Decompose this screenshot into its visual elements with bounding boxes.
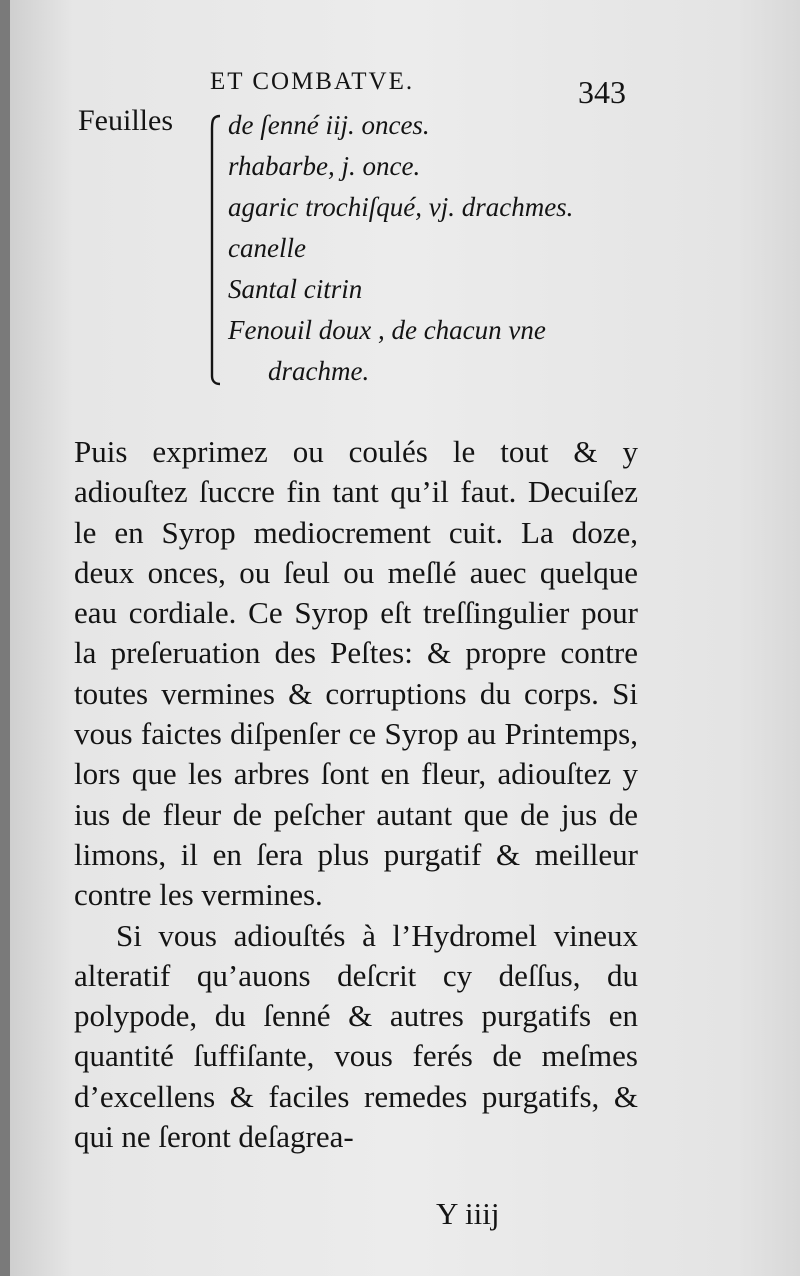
paragraph: Si vous adiouſtés à l’Hydromel vineux alteratif qu’auons deſcrit cy deſſus, du polypode, du ſenné & autres purgatifs en quantité ſuffiſante, vous ferés de meſmes d’excellens & faciles remedes purgatifs, & qui ne ſeront deſagrea- [74, 917, 638, 1155]
running-title: ET COMBATVE. [210, 68, 415, 95]
ingredient-item: drachme. [268, 356, 370, 386]
ingredient-item: canelle [228, 233, 306, 263]
paragraph: Puis exprimez ou coulés le tout & y adiouſtez ſuccre fin tant qu’il faut. Decuiſez le en Syrop mediocrement cuit. La doze, deux onces, ou ſeul ou meſlé auec quelque eau cordiale. Ce Syrop eſt treſſingulier pour la preſeruation des Peſtes: & propre contre toutes vermines & corruptions du corps. Si vous faictes diſpenſer ce Syrop au Printemps, lors que les arbres ſont en fleur, adiouſtez y ius de fleur de peſcher autant que de jus de limons, il en ſera plus purgatif & meilleur contre les vermines. [74, 434, 638, 913]
body-text [74, 432, 638, 1157]
ingredient-item: Santal citrin [228, 274, 363, 304]
ingredient-item: de ſenné iij. onces. [228, 110, 430, 140]
recipe-heading: Feuilles [78, 104, 173, 137]
ingredient-list [228, 105, 788, 392]
brace-icon [206, 114, 224, 386]
signature-mark: Y iiij [436, 1196, 500, 1231]
ingredient-item: Fenouil doux , de chacun vne [228, 315, 546, 345]
book-page [10, 0, 800, 1276]
ingredient-item: rhabarbe, j. once. [228, 151, 421, 181]
ingredient-item: agaric trochiſqué, vj. drachmes. [228, 192, 574, 222]
page-number: 343 [578, 74, 626, 110]
